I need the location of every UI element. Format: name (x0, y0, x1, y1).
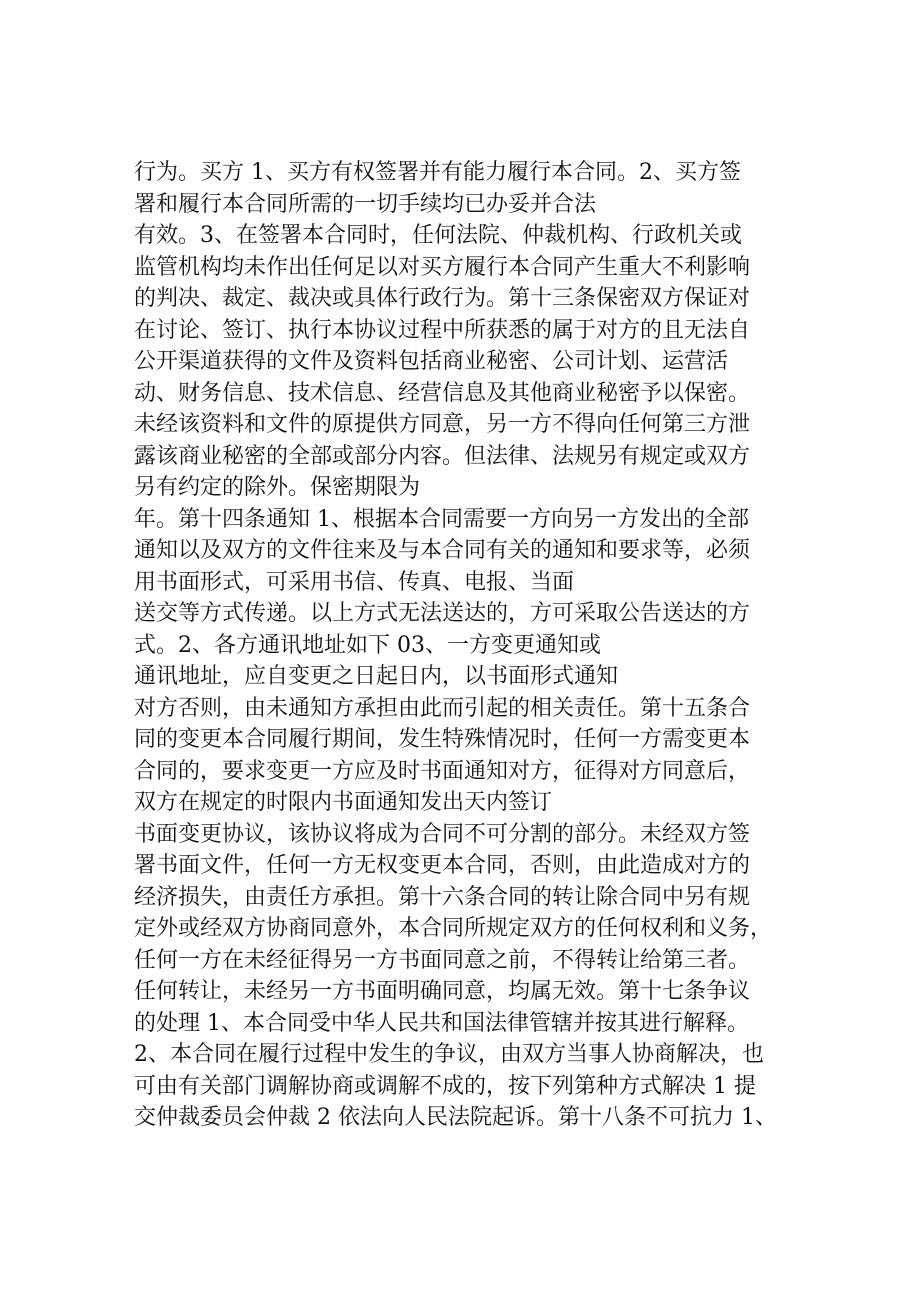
text-line: 定外或经双方协商同意外，本合同所规定双方的任何权利和义务， (134, 916, 773, 941)
text-line: 署书面文件，任何一方无权变更本合同，否则，由此造成对方的 (134, 853, 751, 878)
text-line: 动、财务信息、技术信息、经营信息及其他商业秘密予以保密。 (134, 380, 751, 406)
text-line: 用书面形式，可采用书信、传真、电报、当面 (134, 569, 575, 595)
contract-body-text (134, 157, 794, 1134)
text-line: 通讯地址，应自变更之日起日内，以书面形式通知 (134, 664, 619, 689)
text-line: 的处理 1、本合同受中华人民共和国法律管辖并按其进行解释。 (134, 1010, 749, 1036)
text-line: 2、本合同在履行过程中发生的争议，由双方当事人协商解决，也 (134, 1042, 764, 1067)
text-line: 露该商业秘密的全部或部分内容。但法律、法规另有规定或双方 (134, 443, 751, 469)
text-line: 可由有关部门调解协商或调解不成的，按下列第种方式解决 1 提 (134, 1073, 756, 1099)
text-line: 在讨论、签订、执行本协议过程中所获悉的属于对方的且无法自 (134, 317, 751, 343)
text-line: 年。第十四条通知 1、根据本合同需要一方向另一方发出的全部 (134, 506, 749, 532)
text-line: 的判决、裁定、裁决或具体行政行为。第十三条保密双方保证对 (134, 286, 751, 311)
text-line: 行为。买方 1、买方有权签署并有能力履行本合同。2、买方签 (134, 160, 741, 185)
text-line: 书面变更协议，该协议将成为合同不可分割的部分。未经双方签 (134, 821, 751, 847)
text-line: 送交等方式传递。以上方式无法送达的，方可采取公告送达的方 (134, 601, 751, 626)
text-line: 合同的，要求变更一方应及时书面通知对方，征得对方同意后， (134, 758, 751, 784)
text-line: 经济损失，由责任方承担。第十六条合同的转让除合同中另有规 (134, 884, 751, 910)
text-line: 未经该资料和文件的原提供方同意，另一方不得向任何第三方泄 (134, 412, 751, 437)
text-line: 公开渠道获得的文件及资料包括商业秘密、公司计划、运营活 (134, 349, 729, 374)
text-line: 交仲裁委员会仲裁 2 依法向人民法院起诉。第十八条不可抗力 1、 (134, 1105, 777, 1130)
text-line: 有效。3、在签署本合同时，任何法院、仲裁机构、行政机关或 (134, 223, 742, 248)
text-line: 任何一方在未经征得另一方书面同意之前，不得转让给第三者。 (134, 947, 751, 973)
text-line: 任何转让，未经另一方书面明确同意，均属无效。第十七条争议 (134, 979, 751, 1004)
text-line: 式。2、各方通讯地址如下 03、一方变更通知或 (134, 632, 601, 658)
text-line: 通知以及双方的文件往来及与本合同有关的通知和要求等，必须 (134, 538, 751, 563)
text-line: 署和履行本合同所需的一切手续均已办妥并合法 (134, 191, 597, 217)
text-line: 双方在规定的时限内书面通知发出天内签订 (134, 790, 553, 815)
text-line: 监管机构均未作出任何足以对买方履行本合同产生重大不利影响 (134, 254, 751, 280)
text-line: 对方否则，由未通知方承担由此而引起的相关责任。第十五条合 (134, 695, 751, 721)
text-line: 同的变更本合同履行期间，发生特殊情况时，任何一方需变更本 (134, 727, 751, 752)
text-line: 另有约定的除外。保密期限为 (134, 475, 421, 500)
